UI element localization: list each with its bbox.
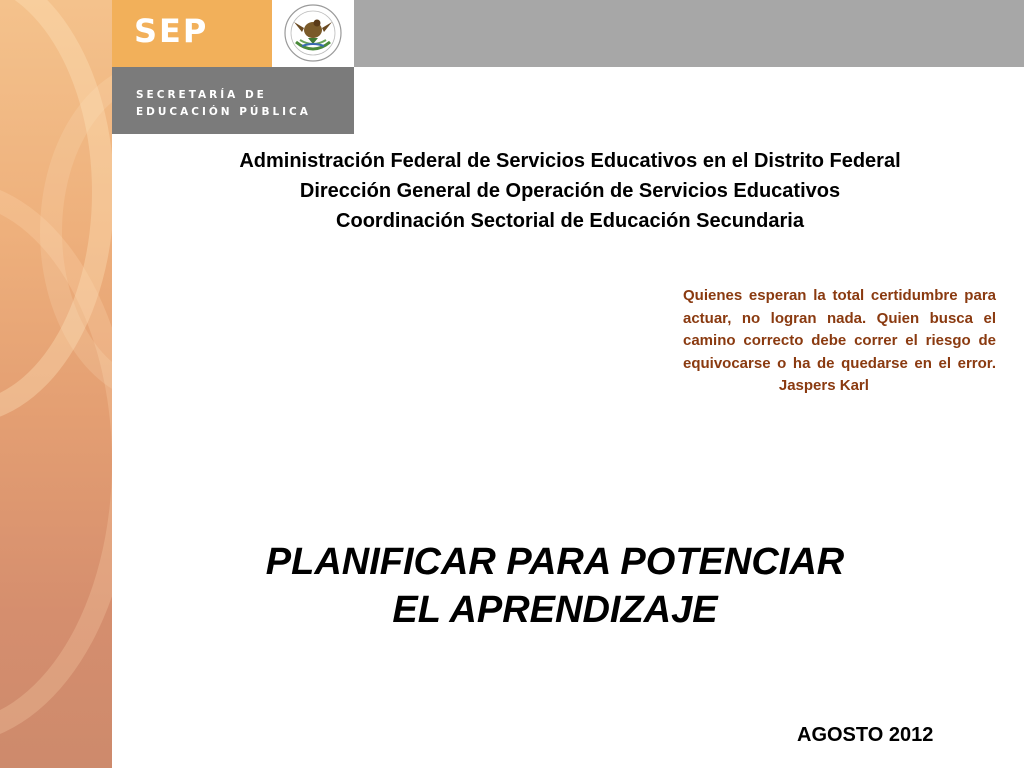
sep-logo-text: SEP xyxy=(134,12,209,50)
org-title-line1: Administración Federal de Servicios Educativos en el Distrito Federal xyxy=(239,150,901,172)
quote-block xyxy=(683,285,996,398)
header-banner xyxy=(112,0,1024,134)
presentation-title-line2: EL APRENDIZAJE xyxy=(392,589,718,631)
emblem-block xyxy=(272,0,354,67)
header-gray-band xyxy=(354,0,1024,67)
presentation-date: AGOSTO 2012 xyxy=(797,724,934,746)
mexican-coat-of-arms-icon xyxy=(282,2,344,64)
header-blank-area xyxy=(354,67,1024,134)
decorative-side-strip xyxy=(0,0,112,768)
ministry-name-block xyxy=(112,67,354,134)
org-title-line2: Dirección General de Operación de Servicios Educativos xyxy=(299,180,841,202)
ministry-name-line2: EDUCACIÓN PÚBLICA xyxy=(136,106,311,118)
ministry-name-line1: SECRETARÍA DE xyxy=(136,89,267,101)
organization-titles xyxy=(120,146,1020,236)
presentation-title xyxy=(130,538,980,634)
org-title-line3: Coordinación Sectorial de Educación Secundaria xyxy=(336,210,804,232)
sep-logo-block xyxy=(112,0,272,67)
quote-author: Jaspers Karl xyxy=(778,377,869,394)
presentation-title-line1: PLANIFICAR PARA POTENCIAR xyxy=(265,541,845,583)
quote-text: Quienes esperan la total certidumbre para actuar, no logran nada. Quien busca el camino correcto debe correr el riesgo de equivocarse o ha de quedarse en el error. xyxy=(683,287,996,372)
